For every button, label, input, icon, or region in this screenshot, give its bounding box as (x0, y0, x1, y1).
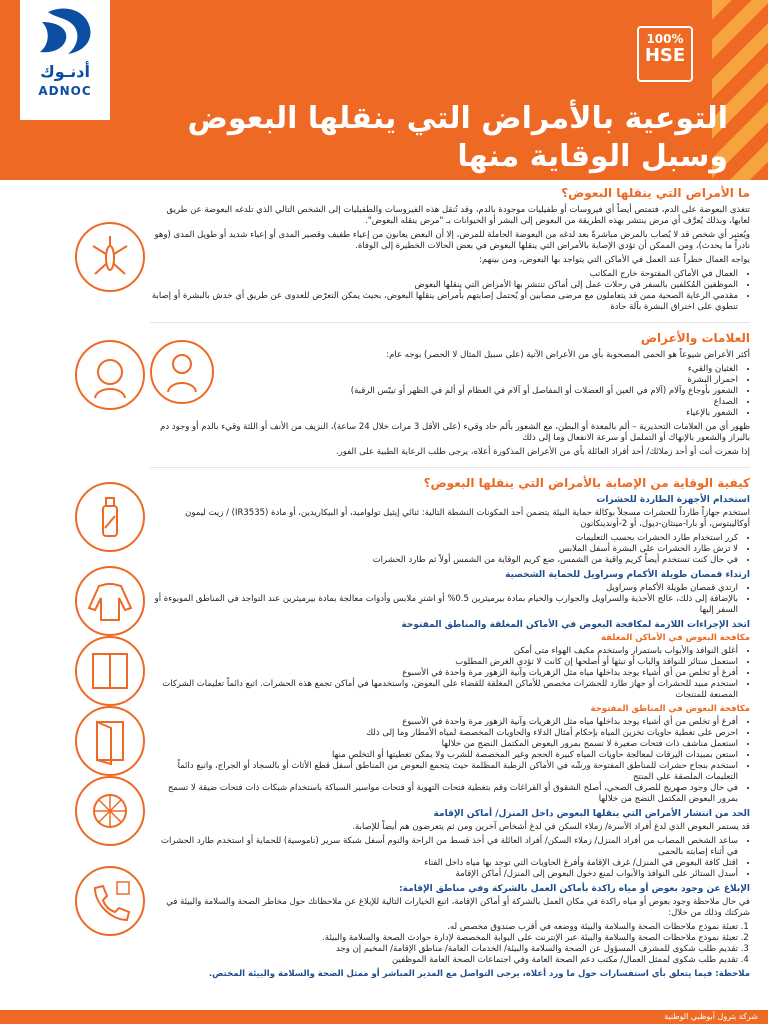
list-item: • أفرغ أو تخلص من أي أشياء يوجد بداخلها مياه مثل الزهريات وآنية الزهور مرة واحدة في الأسبوع (150, 668, 738, 679)
indoor-list (150, 646, 738, 701)
list-item: 1. تعبئة نموذج ملاحظات الصحة والسلامة والبيئة ووضعه في أقرب صندوق مخصص له. (150, 922, 738, 933)
list-item: • الصداع (150, 397, 738, 408)
page-title: التوعية بالأمراض التي ينقلها البعوض وسبل الوقاية منها (187, 101, 728, 174)
list-item: • ارتدي قمصان طويلة الأكمام وسراويل (150, 583, 738, 594)
list-item: 4. تقديم طلب شكوى لممثل العمال/ مكتب دعم الصحة العامة وفي اجتماعات الصحة العامة الموظفين (150, 955, 738, 966)
list-item: • ساعد الشخص المصاب من أفراد المنزل/ زملاء السكن/ أفراد العائلة في أخذ قسط من الراحة والنوم أسفل شبكة سرير (ناموسية) للحماية أو استخدم طارد الحشرات في أثناء إصابته بالحمى (150, 836, 738, 858)
closed-window-icon (75, 636, 145, 706)
risk-list (150, 269, 738, 313)
paragraph: أكثر الأعراض شيوعاً هو الحمى المصحوبة بأي من الأعراض الآتية (على سبيل المثال لا الحصر) بوجه عام: (386, 350, 750, 360)
home-list (150, 836, 738, 880)
list-item: • الشعور بأوجاع وآلام (آلام في العين أو العضلات أو المفاصل أو آلام في العظام أو ألم في الظهر أو تيبّس الرقبة) (150, 386, 738, 397)
content-body (150, 188, 750, 1008)
adnoc-emblem-icon (20, 0, 110, 60)
list-item: • لا ترش طارد الحشرات على البشرة أسفل الملابس (150, 544, 738, 555)
section-diseases (150, 188, 750, 323)
paragraph: إذا شعرت أنت أو أحد زملائك/ أحد أفراد العائلة بأي من الأعراض المذكورة أعلاه، يرجى طلب الرعاية الطبية على الفور. (335, 447, 750, 457)
adnoc-logo (20, 0, 110, 120)
header-banner (0, 0, 768, 180)
section-heading: العلامات والأعراض (640, 331, 750, 345)
open-door-icon (75, 706, 145, 776)
paragraph: تتغذى البعوضة على الدم، فتمتص أيضاً أي فيروسات أو طفيليات موجودة بالدم، وقد تُنقل هذه الفيروسات والطفيليات إلى الشخص التالي الذي تلدغه البعوضة عن طريق لعابها، وبذلك يُعرَّف أي مرض ينتشر بهذه الطريقة من البعوض إلى البشر أو الحيوانات بـ "مرض ينقله البعوض". (166, 205, 750, 226)
paragraph: يواجه العمال خطراً عند العمل في الأماكن التي يتواجد بها البعوض، ومن بينهم: (479, 255, 750, 265)
list-item: • احرص على تغطية حاويات تخزين المياه بإحكام أمثال الدلاء والحاويات المخصصة لمياه الأمطار وما إلى ذلك (150, 728, 738, 739)
subheading: ارتداء قمصان طويلة الأكمام وسراويل للحماية الشخصية (505, 570, 750, 580)
subheading-minor: مكافحة البعوض في المناطق المفتوحة (590, 704, 750, 714)
list-item: • الموظفين المُكلفين بالسفر في رحلات عمل إلى أماكن تنتشر بها الأمراض التي ينقلها البعوض (150, 280, 738, 291)
hse-percent: 100% (646, 32, 684, 46)
subheading: اتخذ الإجراءات اللازمة لمكافحة البعوض في الأماكن المغلقة والمناطق المفتوحة (401, 620, 750, 630)
section-heading: كيفية الوقاية من الإصابة بالأمراض التي ينقلها البعوض؟ (423, 476, 750, 490)
list-item: • استعن بمبيدات اليرقات لمعالجة حاويات المياه كبيرة الحجم وغير المخصصة للشرب ولا يمكن تغطيتها أو التخلص منها (150, 750, 738, 761)
list-item: • مقدمي الرعاية الصحية ممن قد يتعاملون مع مرضى مصابين أو يُحتمل إصابتهم بأمراض ينقلها البعوض، بحيث يمكن التعرّض للعدوى عن طريق أي خدش بالبشرة أو إصابة تنطوي على اختراق البشرة بآلة حادة (150, 291, 738, 313)
phone-report-icon (75, 866, 145, 936)
hse-text: HSE (644, 45, 686, 66)
list-item: • بالإضافة إلى ذلك، عالج الأحذية والسراويل والجوارب والخيام بمادة بيرميثرين 0.5% أو اشترِ ملابس وأدوات معالجة بمادة بيرميثرين عند التواجد في المناطق الموبوءة أو السفر إليها (150, 594, 738, 616)
clothing-list (150, 583, 738, 616)
list-item: • أغلق النوافذ والأبواب باستمرار واستخدم مكيف الهواء متى أمكن (150, 646, 738, 657)
section-heading: ما الأمراض التي ينقلها البعوض؟ (561, 186, 750, 200)
report-list (150, 922, 738, 966)
symptom-list (150, 364, 738, 419)
paragraph: ظهور أي من العلامات التحذيرية – ألم بالمعدة أو البطن، مع الشعور بألم حاد وقيء (على الأقل 3 مرات خلال 24 ساعة)، النزيف من الأنف أو اللثة وقيء بالدم أو وجود دم بالبراز والشعور بالإنهاك أو التململ أو سرعة الانفعال وما إلى ذلك (160, 422, 750, 443)
paragraph: قد يستمر البعوض الذي لدغ أفراد الأسرة/ زملاء السكن في لدغ أشخاص آخرين ومن ثم يتعرضون هم أيضاً للإصابة. (352, 822, 750, 832)
subheading-minor: مكافحة البعوض في الأماكن المغلقة (600, 633, 750, 643)
hse-badge (637, 26, 693, 82)
repellent-spray-icon (75, 482, 145, 552)
footer-company-name: شركة بترول أبوظبي الوطنية (664, 1012, 758, 1021)
subheading: الحد من انتشار الأمراض التي ينقلها البعوض داخل المنزل/ أماكن الإقامة (433, 809, 750, 819)
mosquito-icon (75, 222, 145, 292)
list-item: • في حال وجود صهريج للصرف الصحي، أصلح الشقوق أو الفراغات وقم بتغطية فتحات التهوية أو فتحات مواسير السباكة باستخدام شبكات ذات فتحات ضيقة لا تسمح بمرور البعوض المكتمل النضج من خلالها (150, 783, 738, 805)
paragraph: ويُعتبر أي شخص قد لا يُصاب بالمرض مباشرةً بعد لدغه من البعوضة الحاملة للمرض، إلا أن البعض يعانون من إعياء طفيف وقصير المدى أو إعياء شديد أو طويل المدى (وهو نادراً ما يحدث)، ومن الممكن أن تؤدي الإصابة بالأمراض التي ينقلها البعوض في بعض الحالات الخطيرة إلى الوفاة. (154, 230, 750, 251)
list-item: • في حال كنت تستخدم أيضاً كريم واقية من الشمس، ضع كريم الوقاية من الشمس أولاً ثم طارد الحشرات (150, 555, 738, 566)
list-item: • الشعور بالإعياء (150, 408, 738, 419)
fever-head-icon (75, 340, 145, 410)
list-item: • استعمل مناشف ذات فتحات صغيرة لا تسمح بمرور البعوض المكتمل النضج من خلالها (150, 739, 738, 750)
paragraph: استخدم جهازاً طارداً للحشرات مسجلاً بوكالة حماية البيئة يتضمن أحد المكونات النشطة التالية: ثنائي إيثيل تولواميد، أو البيكاريدين، أو مادة (IR3535) / زيت ليمون أوكاليبتوس، أو بارا-مينثان-ديول، أو 2-أوندينكانون (185, 508, 750, 529)
list-item: • احمرار البشرة (150, 375, 738, 386)
list-item: • أسدل الستائر على النوافذ والأبواب لمنع دخول البعوض إلى المنزل/ أماكن الإقامة (150, 869, 738, 880)
list-item: 2. تعبئة نموذج ملاحظات الصحة والسلامة والبيئة عبر الإنترنت على البوابة المخصصة لإدارة حوادث الصحة والسلامة والبيئة. (150, 933, 738, 944)
list-item: • استعمل ستائر للنوافذ والباب أو تبثها أو أصلحها إن كانت لا تؤدي الغرض المطلوب (150, 657, 738, 668)
section-prevention (150, 478, 750, 980)
long-sleeve-shirt-icon (75, 566, 145, 636)
logo-english-text: ADNOC (38, 84, 92, 98)
list-item: • كرر استخدام طارد الحشرات بحسب التعليمات (150, 533, 738, 544)
list-item: • استخدم مبيد للحشرات أو جهاز طارد للحشرات مخصص للأماكن المغلقة للقضاء على البعوض، واستخدمها في أماكن تجمع هذه الحشرات. اتبع دائماً تعليمات الشركات المصنعة للمنتجات (150, 679, 738, 701)
note-text: ملاحظة: فيما يتعلق بأي استفسارات حول ما ورد أعلاه، يرجى التواصل مع المدير المباشر أو ممثل الصحة والسلامة والبيئة المختص. (208, 969, 750, 979)
list-item: • أفرغ أو تخلص من أي أشياء يوجد بداخلها مياه مثل الزهريات وآنية الزهور مرة واحدة في الأسبوع (150, 717, 738, 728)
list-item: 3. تقديم طلب شكوى للمشرف المسؤول عن الصحة والسلامة والبيئة/ الخدمات العامة/ مناطق الإقامة/ المخيم إن وجد (150, 944, 738, 955)
section-symptoms (150, 333, 750, 468)
subheading: استخدام الأجهزة الطاردة للحشرات (596, 495, 750, 505)
list-item: • الغثيان والقيء (150, 364, 738, 375)
paragraph: في حال ملاحظة وجود بعوض أو مياه راكدة في مكان العمل بالشركة أو أماكن الإقامة، اتبع الخيارات التالية للإبلاغ عن ملاحظاتك حول مخاطر الصحة والسلامة والبيئة في شركتك وذلك من خلال: (166, 897, 750, 918)
list-item: • استخدم بنجاح حشرات للمناطق المفتوحة ورشّه في الأماكن الرطبة المظلمة حيث يتجمع البعوض من المناطق أسفل قطع الأثاث أو بالسجاد أو الجراج، واتبع دائماً التعليمات الملصقة على المنتج (150, 761, 738, 783)
footer-bar (0, 1010, 768, 1024)
list-item: • العمال في الأماكن المفتوحة خارج المكاتب (150, 269, 738, 280)
list-item: • اقتل كافة البعوض في المنزل/ غرف الإقامة وأفرغ الحاويات التي توجد بها مياه داخل الفناء (150, 858, 738, 869)
subheading: الإبلاغ عن وجود بعوض أو مياه راكدة بأماكن العمل بالشركة وفي مناطق الإقامة: (399, 884, 750, 894)
net-icon (75, 776, 145, 846)
logo-arabic-text: أدنـوك (40, 62, 90, 81)
outdoor-list (150, 717, 738, 805)
repellent-list (150, 533, 738, 566)
